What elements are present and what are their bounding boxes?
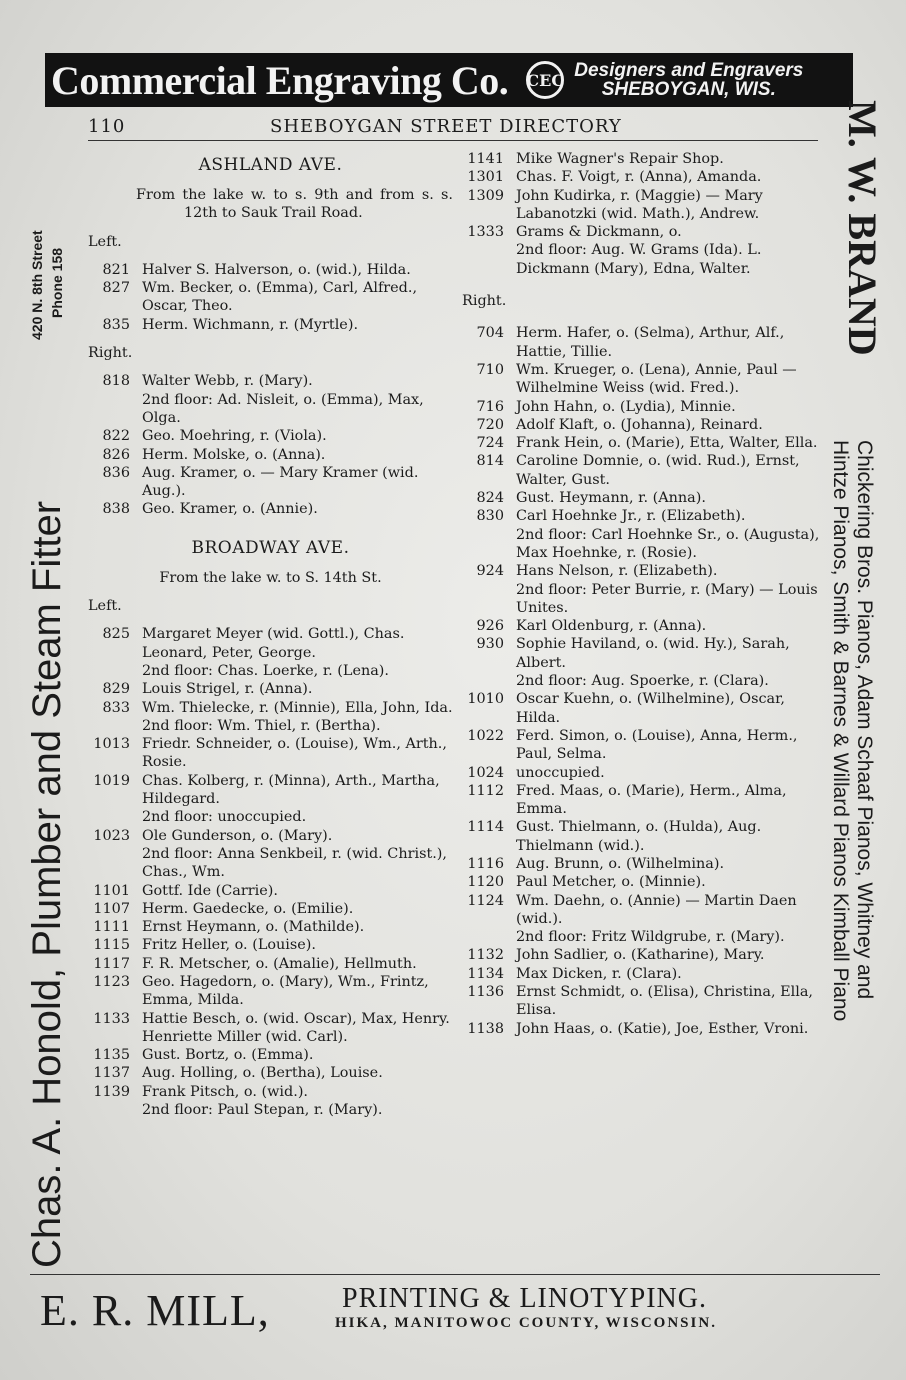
house-number: 836 [102, 464, 130, 481]
house-number: 1134 [467, 965, 504, 982]
house-number: 1022 [467, 727, 504, 744]
house-number: 1115 [93, 937, 130, 954]
directory-entry [462, 928, 827, 946]
directory-entry [88, 446, 453, 464]
house-number: 1133 [93, 1010, 130, 1027]
directory-entry [88, 717, 453, 735]
resident-text: Geo. Kramer, o. (Annie). [142, 501, 318, 518]
left-column [88, 150, 453, 1119]
resident-text: 2nd floor: unoccupied. [142, 809, 307, 826]
house-number [88, 808, 136, 826]
directory-entry [88, 316, 453, 334]
resident-text: Herm. Molske, o. (Anna). [142, 446, 326, 463]
resident-text: Ole Gunderson, o. (Mary). [142, 827, 333, 844]
resident-text: Chas. F. Voigt, r. (Anna), Amanda. [516, 169, 762, 186]
ashland-right-list [88, 372, 453, 518]
resident-text: 2nd floor: Aug. W. Grams (Ida). L. Dickmann (Mary), Edna, Walter. [516, 242, 762, 277]
resident-text: Aug. Brunn, o. (Wilhelmina). [516, 855, 725, 872]
page-title: SHEBOYGAN STREET DIRECTORY [270, 116, 622, 137]
resident-text: Wm. Thielecke, r. (Minnie), Ella, John, Ida. [142, 699, 453, 716]
bottom-ad-location: HIKA, MANITOWOC COUNTY, WISCONSIN. [335, 1315, 717, 1331]
directory-entry [88, 662, 453, 680]
house-number: 1124 [467, 892, 504, 909]
bottom-advertisement [30, 1274, 880, 1335]
resident-text: Herm. Gaedecke, o. (Emilie). [142, 900, 354, 917]
directory-entry [462, 983, 827, 1020]
directory-entry [462, 818, 827, 855]
resident-text: 2nd floor: Peter Burrie, r. (Mary) — Louis Unites. [516, 581, 818, 616]
house-number: 1112 [467, 782, 504, 799]
ad-company-name: Commercial Engraving Co. [51, 57, 509, 103]
page-header [88, 114, 818, 141]
section-title-ashland: ASHLAND AVE. [198, 155, 343, 175]
resident-text: unoccupied. [516, 764, 605, 781]
house-number: 1101 [93, 882, 130, 899]
house-number: 1023 [93, 827, 130, 844]
directory-entry [462, 672, 827, 690]
directory-entry [88, 1046, 453, 1064]
resident-text: Geo. Moehring, r. (Viola). [142, 428, 327, 445]
directory-entry [88, 900, 453, 918]
house-number: 825 [102, 626, 130, 643]
directory-entry [88, 808, 453, 826]
resident-text: Hans Nelson, r. (Elizabeth). [516, 563, 718, 580]
side-label-left: Left. [88, 233, 122, 250]
resident-text: John Hahn, o. (Lydia), Minnie. [516, 398, 736, 415]
right-column-bottom-list [462, 324, 827, 1038]
resident-text: Gust. Bortz, o. (Emma). [142, 1047, 314, 1064]
house-number: 1138 [467, 1020, 504, 1037]
house-number [462, 526, 510, 563]
bottom-ad-service: PRINTING & LINOTYPING. [342, 1283, 707, 1314]
resident-text: Carl Hoehnke Jr., r. (Elizabeth). [516, 508, 746, 525]
directory-entry [462, 526, 827, 563]
section-description-broadway: From the lake w. to S. 14th St. [159, 569, 382, 586]
right-ad-brand: M. W. BRAND [840, 100, 885, 356]
left-ad-address-block [23, 118, 73, 343]
resident-text: Wm. Becker, o. (Emma), Carl, Alfred., Oscar, Theo. [142, 280, 418, 315]
house-number: 1019 [93, 772, 130, 789]
resident-text: Henriette Miller (wid. Carl). [142, 1028, 348, 1045]
resident-text: Caroline Domnie, o. (wid. Rud.), Ernst, Walter, Gust. [516, 453, 800, 488]
resident-text: Chas. Kolberg, r. (Minna), Arth., Martha, Hildegard. [142, 772, 440, 808]
house-number: 822 [102, 428, 130, 445]
directory-entry [462, 150, 827, 168]
directory-entry [462, 416, 827, 434]
directory-entry [462, 782, 827, 819]
house-number [88, 662, 136, 680]
section-description-ashland: From the lake w. to s. 9th and from s. s. 12th to Sauk Trail Road. [136, 187, 453, 222]
directory-entry [462, 1020, 827, 1038]
resident-text: Adolf Klaft, o. (Johanna), Reinard. [516, 416, 763, 433]
directory-entry [462, 223, 827, 241]
resident-text: Ferd. Simon, o. (Louise), Anna, Herm., Paul, Selma. [516, 727, 798, 763]
ashland-left-list [88, 261, 453, 334]
directory-entry [462, 892, 827, 929]
directory-entry [462, 855, 827, 873]
house-number: 716 [476, 398, 504, 415]
side-label-right-broadway: Right. [462, 293, 507, 310]
house-number [88, 1028, 136, 1046]
left-ad-phone: Phone 158 [49, 247, 65, 318]
resident-text: Wm. Daehn, o. (Annie) — Martin Daen (wid.). [516, 892, 797, 927]
resident-text: Ernst Heymann, o. (Mathilde). [142, 919, 365, 936]
house-number: 1114 [467, 819, 504, 836]
ad-tagline-line1: Designers and Engravers [574, 60, 804, 81]
resident-text: Fred. Maas, o. (Marie), Herm., Alma, Emma. [516, 782, 787, 818]
resident-text: John Haas, o. (Katie), Joe, Esther, Vroni. [516, 1020, 809, 1037]
house-number: 1132 [467, 947, 504, 964]
right-ad-pianos-line1: Chickering Bros. Pianos, Adam Schaaf Pianos, Whitney and [853, 440, 876, 1000]
section-title-broadway: BROADWAY AVE. [191, 537, 350, 558]
resident-text: Herm. Hafer, o. (Selma), Arthur, Alf., Hattie, Tillie. [516, 325, 785, 360]
right-advertisement [826, 100, 886, 1270]
side-label-left-broadway: Left. [88, 598, 122, 615]
house-number: 814 [476, 453, 504, 470]
directory-entry [88, 680, 453, 698]
resident-text: 2nd floor: Anna Senkbeil, r. (wid. Christ.), Chas., Wm. [142, 845, 447, 881]
resident-text: Karl Oldenburg, r. (Anna). [516, 618, 707, 635]
house-number [462, 672, 510, 690]
directory-entry [88, 827, 453, 845]
resident-text: Mike Wagner's Repair Shop. [516, 151, 724, 167]
bottom-ad-name: E. R. MILL, [40, 1286, 270, 1335]
resident-text: F. R. Metscher, o. (Amalie), Hellmuth. [142, 955, 417, 972]
directory-entry [462, 168, 827, 186]
directory-entry [462, 690, 827, 727]
directory-entry [462, 727, 827, 764]
house-number [88, 1101, 136, 1119]
broadway-left-list [88, 625, 453, 1119]
left-ad-text: Chas. A. Honold, Plumber and Steam Fitter [25, 500, 69, 1268]
resident-text: John Kudirka, r. (Maggie) — Mary Labanotzki (wid. Math.), Andrew. [516, 187, 763, 222]
resident-text: Gust. Thielmann, o. (Hulda), Aug. Thielmann (wid.). [516, 819, 762, 854]
directory-entry [462, 489, 827, 507]
directory-entry [462, 617, 827, 635]
page-number: 110 [88, 116, 126, 137]
resident-text: Max Dicken, r. (Clara). [516, 965, 682, 982]
directory-entry [462, 187, 827, 224]
directory-entry [462, 764, 827, 782]
directory-entry [462, 873, 827, 891]
directory-entry [462, 434, 827, 452]
resident-text: 2nd floor: Fritz Wildgrube, r. (Mary). [516, 929, 785, 946]
resident-text: 2nd floor: Carl Hoehnke Sr., o. (Augusta), Max Hoehnke, r. (Rosie). [516, 526, 820, 561]
house-number: 829 [102, 681, 130, 698]
house-number: 1139 [93, 1083, 130, 1100]
house-number: 1117 [93, 955, 130, 972]
resident-text: Louis Strigel, r. (Anna). [142, 681, 313, 698]
resident-text: Grams & Dickmann, o. [516, 224, 682, 241]
resident-text: Gottf. Ide (Carrie). [142, 882, 278, 899]
directory-entry [88, 955, 453, 973]
resident-text: Aug. Kramer, o. — Mary Kramer (wid. Aug.). [142, 464, 419, 500]
resident-text: Herm. Wichmann, r. (Myrtle). [142, 316, 359, 333]
directory-entry [88, 1010, 453, 1028]
resident-text: Frank Hein, o. (Marie), Etta, Walter, Ella. [516, 435, 818, 452]
directory-entry [88, 372, 453, 390]
house-number: 1111 [93, 919, 130, 936]
resident-text: Wm. Krueger, o. (Lena), Annie, Paul — Wilhelmine Weiss (wid. Fred.). [516, 361, 797, 397]
directory-entry [462, 324, 827, 361]
directory-entry [88, 427, 453, 445]
house-number: 1309 [467, 187, 504, 204]
resident-text: John Sadlier, o. (Katharine), Mary. [516, 947, 765, 964]
house-number: 704 [476, 325, 504, 342]
house-number: 720 [476, 416, 504, 433]
house-number [88, 845, 136, 882]
directory-entry [462, 398, 827, 416]
resident-text: Aug. Holling, o. (Bertha), Louise. [142, 1065, 383, 1082]
directory-entry [462, 946, 827, 964]
resident-text: Paul Metcher, o. (Minnie). [516, 874, 706, 891]
directory-entry [462, 635, 827, 672]
resident-text: Halver S. Halverson, o. (wid.), Hilda. [142, 261, 411, 278]
house-number [462, 581, 510, 618]
resident-text: 2nd floor: Chas. Loerke, r. (Lena). [142, 662, 390, 679]
house-number: 1141 [467, 151, 504, 167]
house-number: 826 [102, 446, 130, 463]
resident-text: Ernst Schmidt, o. (Elisa), Christina, Ella, Elisa. [516, 984, 813, 1019]
house-number: 710 [476, 361, 504, 378]
directory-entry [88, 625, 453, 662]
house-number: 824 [476, 490, 504, 507]
directory-entry [462, 361, 827, 398]
ad-tagline-line2: SHEBOYGAN, WIS. [601, 79, 776, 100]
house-number: 924 [476, 563, 504, 580]
house-number: 835 [102, 316, 130, 333]
directory-entry [462, 562, 827, 580]
house-number: 818 [102, 373, 130, 390]
top-advertisement [45, 53, 853, 107]
house-number: 821 [102, 261, 130, 278]
house-number: 1107 [93, 900, 130, 917]
engraving-logo-icon: CEC [526, 61, 564, 99]
directory-entry [462, 965, 827, 983]
resident-text: Margaret Meyer (wid. Gottl.), Chas. Leonard, Peter, George. [142, 626, 405, 661]
house-number [88, 717, 136, 735]
house-number: 830 [476, 508, 504, 525]
directory-entry [462, 507, 827, 525]
side-label-right: Right. [88, 345, 133, 362]
resident-text: Friedr. Schneider, o. (Louise), Wm., Arth., Rosie. [142, 736, 447, 771]
house-number: 1116 [467, 855, 504, 872]
directory-entry [88, 1083, 453, 1101]
directory-entry [88, 391, 453, 428]
house-number: 1013 [93, 736, 130, 753]
directory-entry [88, 279, 453, 316]
directory-entry [462, 581, 827, 618]
directory-entry [88, 735, 453, 772]
house-number: 1333 [467, 224, 504, 241]
right-ad-pianos-line2: Hintze Pianos, Smith & Barnes & Willard Pianos Kimball Piano [829, 440, 852, 1022]
directory-entry [88, 1064, 453, 1082]
directory-entry [88, 261, 453, 279]
directory-entry [88, 1101, 453, 1119]
right-column [462, 150, 827, 1038]
house-number: 1137 [93, 1065, 130, 1082]
directory-entry [88, 973, 453, 1010]
house-number: 838 [102, 501, 130, 518]
resident-text: Walter Webb, r. (Mary). [142, 373, 313, 390]
left-ad-address: 420 N. 8th Street [29, 230, 45, 340]
house-number: 1135 [93, 1047, 130, 1064]
directory-entry [88, 918, 453, 936]
house-number: 926 [476, 618, 504, 635]
ad-tagline [574, 61, 803, 99]
directory-entry [88, 464, 453, 501]
directory-entry [88, 1028, 453, 1046]
house-number: 1136 [467, 984, 504, 1001]
resident-text: Geo. Hagedorn, o. (Mary), Wm., Frintz, Emma, Milda. [142, 973, 429, 1009]
resident-text: 2nd floor: Paul Stepan, r. (Mary). [142, 1102, 383, 1119]
directory-entry [88, 936, 453, 954]
resident-text: Fritz Heller, o. (Louise). [142, 937, 316, 954]
house-number [88, 391, 136, 428]
right-column-top-list [462, 150, 827, 278]
house-number: 1024 [467, 764, 504, 781]
house-number: 1301 [467, 169, 504, 186]
resident-text: Sophie Haviland, o. (wid. Hy.), Sarah, Albert. [516, 636, 790, 671]
house-number: 930 [476, 636, 504, 653]
house-number [462, 241, 510, 278]
house-number: 827 [102, 280, 130, 297]
house-number [462, 928, 510, 946]
resident-text: 2nd floor: Wm. Thiel, r. (Bertha). [142, 717, 381, 734]
resident-text: Frank Pitsch, o. (wid.). [142, 1083, 309, 1100]
house-number: 833 [102, 699, 130, 716]
directory-entry [88, 772, 453, 809]
directory-entry [88, 845, 453, 882]
resident-text: Oscar Kuehn, o. (Wilhelmine), Oscar, Hilda. [516, 691, 785, 726]
resident-text: 2nd floor: Aug. Spoerke, r. (Clara). [516, 673, 769, 690]
directory-entry [88, 500, 453, 518]
directory-entry [462, 241, 827, 278]
house-number: 1120 [467, 874, 504, 891]
house-number: 1010 [467, 691, 504, 708]
right-ad-pianos [828, 440, 876, 1021]
house-number: 1123 [93, 973, 130, 990]
house-number: 724 [476, 435, 504, 452]
directory-entry [88, 882, 453, 900]
directory-entry [462, 452, 827, 489]
left-advertisement [23, 118, 73, 1268]
resident-text: Hattie Besch, o. (wid. Oscar), Max, Henry. [142, 1010, 450, 1027]
resident-text: Gust. Heymann, r. (Anna). [516, 490, 706, 507]
resident-text: 2nd floor: Ad. Nisleit, o. (Emma), Max, Olga. [142, 391, 424, 426]
directory-entry [88, 699, 453, 717]
